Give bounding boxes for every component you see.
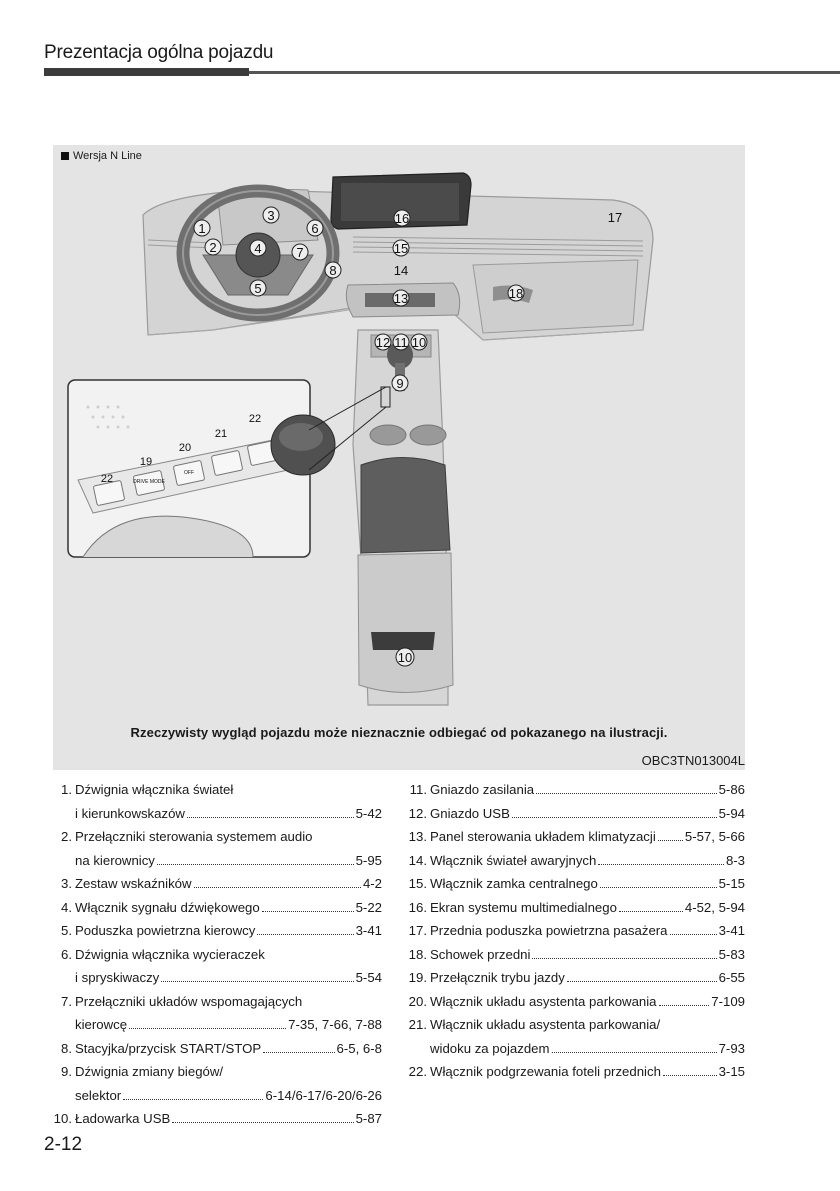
inset-callout-22-right: 22 [248, 413, 262, 425]
callout-17: 17 [607, 210, 623, 225]
index-item-text: Włącznik świateł awaryjnych [430, 852, 597, 868]
index-item-page-ref: 3-41 [355, 923, 382, 938]
dot-leader [567, 981, 717, 982]
index-item-text: Stacyjka/przycisk START/STOP [75, 1040, 262, 1056]
index-item-number: 9. [61, 1064, 72, 1079]
index-item-page-ref: 6-5, 6-8 [336, 1040, 382, 1056]
dot-leader [663, 1075, 717, 1076]
callout-10-usb: 10 [411, 335, 427, 350]
callout-11: 11 [394, 335, 408, 350]
index-item-page-ref: 5-86 [718, 782, 745, 797]
callout-4: 4 [254, 241, 262, 256]
dot-leader [157, 864, 354, 865]
dot-leader [670, 934, 717, 935]
index-item-page-ref: 5-54 [355, 970, 382, 985]
callout-5: 5 [254, 281, 262, 296]
index-item-text: Włącznik układu asystenta parkowania/ [430, 1017, 661, 1032]
index-item-number: 17. [408, 923, 427, 938]
inset-callout-20: 20 [178, 442, 192, 454]
dot-leader [123, 1099, 263, 1100]
dot-leader [512, 817, 717, 818]
index-item-number: 8. [61, 1040, 72, 1056]
dot-leader [129, 1028, 286, 1029]
dot-leader [659, 1005, 710, 1006]
index-item [47, 1037, 382, 1061]
header-rule-thin [249, 71, 840, 74]
figure-code: OBC3TN013004L [641, 753, 745, 768]
index-item-text: widoku za pojazdem [430, 1040, 550, 1056]
page-number: 2-12 [44, 1134, 83, 1155]
index-item [402, 802, 745, 826]
index-item-number: 13. [408, 829, 427, 844]
index-item-page-ref: 4-52, 5-94 [684, 899, 745, 915]
index-item-text: Przełączniki sterowania systemem audio [75, 829, 313, 844]
index-item-text: kierowcę [75, 1017, 128, 1032]
index-item-number: 4. [61, 899, 72, 915]
variant-label [61, 150, 142, 162]
callout-8: 8 [329, 263, 337, 278]
index-item [402, 966, 745, 990]
index-item-page-ref: 5-15 [718, 876, 745, 891]
callout-10-console: 10 [397, 650, 413, 665]
index-item-number: 12. [408, 805, 427, 821]
dashboard-illustration [53, 145, 745, 770]
index-item-text: Poduszka powietrzna kierowcy [75, 923, 256, 938]
index-item [47, 990, 382, 1037]
dot-leader [161, 981, 353, 982]
callout-6: 6 [311, 221, 319, 236]
callout-18: 18 [508, 286, 524, 301]
index-item-text: Gniazdo zasilania [430, 782, 535, 797]
inset-callout-19: 19 [139, 456, 153, 468]
callout-3: 3 [267, 208, 275, 223]
index-item-number: 1. [61, 782, 72, 797]
index-item [47, 919, 382, 943]
index-item-number: 22. [408, 1064, 427, 1079]
callout-16: 16 [394, 211, 410, 226]
index-item-text: i kierunkowskazów [75, 805, 185, 821]
index-item [47, 1107, 382, 1131]
index-item [402, 872, 745, 896]
index-item [402, 990, 745, 1014]
index-item-page-ref: 7-93 [718, 1040, 745, 1056]
index-item-page-ref: 5-83 [718, 946, 745, 962]
square-bullet-icon [61, 152, 69, 160]
index-item-page-ref: 5-22 [355, 899, 382, 915]
index-item-page-ref: 5-42 [355, 805, 382, 821]
index-item-number: 10. [53, 1111, 72, 1126]
index-item [402, 1060, 745, 1084]
index-item-number: 21. [408, 1017, 427, 1032]
callout-15: 15 [393, 241, 409, 256]
dot-leader [552, 1052, 717, 1053]
index-item-text: Zestaw wskaźników [75, 876, 192, 891]
index-item [47, 943, 382, 990]
index-item [47, 825, 382, 872]
index-item [402, 778, 745, 802]
index-item-number: 15. [408, 876, 427, 891]
index-item [47, 1060, 382, 1107]
dot-leader [263, 1052, 334, 1053]
index-item-page-ref: 5-95 [355, 852, 382, 868]
index-item-page-ref: 7-35, 7-66, 7-88 [288, 1017, 382, 1032]
index-item [402, 896, 745, 920]
dot-leader [619, 911, 683, 912]
dot-leader [598, 864, 724, 865]
dot-leader [262, 911, 354, 912]
index-item-number: 3. [61, 876, 72, 891]
header-rule-thick [44, 68, 249, 76]
index-item-page-ref: 5-87 [355, 1111, 382, 1126]
index-item-text: Włącznik układu asystenta parkowania [430, 993, 657, 1009]
index-item-text: Włącznik zamka centralnego [430, 876, 598, 891]
index-item-page-ref: 8-3 [725, 852, 745, 868]
variant-label-text: Wersja N Line [73, 150, 142, 162]
dot-leader [658, 840, 683, 841]
index-item-number: 20. [408, 993, 427, 1009]
callout-1: 1 [198, 221, 206, 236]
callout-9: 9 [396, 376, 404, 391]
index-item-text: Przednia poduszka powietrzna pasażera [430, 923, 668, 938]
park-assist-button-label: OFF [184, 470, 194, 476]
index-item-page-ref: 4-2 [362, 876, 382, 891]
index-item-text: Włącznik podgrzewania foteli przednich [430, 1064, 661, 1079]
index-item [47, 896, 382, 920]
dashboard-figure [53, 145, 745, 770]
index-item-text: Panel sterowania układem klimatyzacji [430, 829, 656, 844]
index-item-number: 11. [409, 782, 427, 797]
index-item-number: 5. [61, 923, 72, 938]
index-item-page-ref: 6-55 [718, 970, 745, 985]
inset-callout-21: 21 [214, 428, 228, 440]
index-item-page-ref: 5-57, 5-66 [684, 829, 745, 844]
dot-leader [257, 934, 353, 935]
inset-callout-22-left: 22 [100, 473, 114, 485]
callout-2: 2 [209, 240, 217, 255]
index-item-text: Dźwignia włącznika wycieraczek [75, 946, 265, 962]
index-item-text: Włącznik sygnału dźwiękowego [75, 899, 260, 915]
dot-leader [194, 887, 361, 888]
callout-13: 13 [393, 291, 409, 306]
index-item-number: 18. [408, 946, 427, 962]
index-item [402, 849, 745, 873]
index-item-text: Ekran systemu multimedialnego [430, 899, 617, 915]
index-item-page-ref: 5-94 [718, 805, 745, 821]
dot-leader [532, 958, 716, 959]
index-item [402, 825, 745, 849]
index-item-page-ref: 6-14/6-17/6-20/6-26 [265, 1087, 382, 1103]
index-item-text: Dźwignia włącznika świateł [75, 782, 234, 797]
index-item-text: Przełącznik trybu jazdy [430, 970, 565, 985]
index-item-number: 2. [61, 829, 72, 844]
dot-leader [172, 1122, 353, 1123]
index-item-page-ref: 7-109 [711, 993, 745, 1009]
callout-12: 12 [375, 335, 391, 350]
dot-leader [187, 817, 354, 818]
index-item-text: na kierownicy [75, 852, 155, 868]
index-item-text: Przełączniki układów wspomagających [75, 993, 303, 1009]
index-item-page-ref: 3-41 [718, 923, 745, 938]
index-item-text: Dźwignia zmiany biegów/ [75, 1064, 224, 1079]
index-item-text: Ładowarka USB [75, 1111, 171, 1126]
index-item-text: Schowek przedni [430, 946, 531, 962]
index-item-number: 14. [408, 852, 427, 868]
index-item-text: i spryskiwaczy [75, 970, 160, 985]
drive-mode-button-label: DRIVE MODE [133, 479, 165, 485]
index-item [402, 919, 745, 943]
index-item-number: 19. [408, 970, 427, 985]
index-item-text: Gniazdo USB [430, 805, 510, 821]
index-item [47, 778, 382, 825]
index-list-left [47, 778, 382, 1131]
callout-7: 7 [296, 245, 304, 260]
index-item-page-ref: 3-15 [718, 1064, 745, 1079]
index-item-number: 7. [61, 993, 72, 1009]
figure-caption: Rzeczywisty wygląd pojazdu może nieznacznie odbiegać od pokazanego na ilustracji. [130, 725, 668, 740]
index-item [47, 872, 382, 896]
page-header-title: Prezentacja ogólna pojazdu [44, 42, 274, 63]
dot-leader [600, 887, 717, 888]
index-list-right [402, 778, 745, 1084]
index-item-number: 6. [61, 946, 72, 962]
callout-14: 14 [393, 263, 409, 278]
index-item [402, 1013, 745, 1060]
index-item [402, 943, 745, 967]
dot-leader [536, 793, 716, 794]
index-item-text: selektor [75, 1087, 122, 1103]
index-item-number: 16. [408, 899, 427, 915]
